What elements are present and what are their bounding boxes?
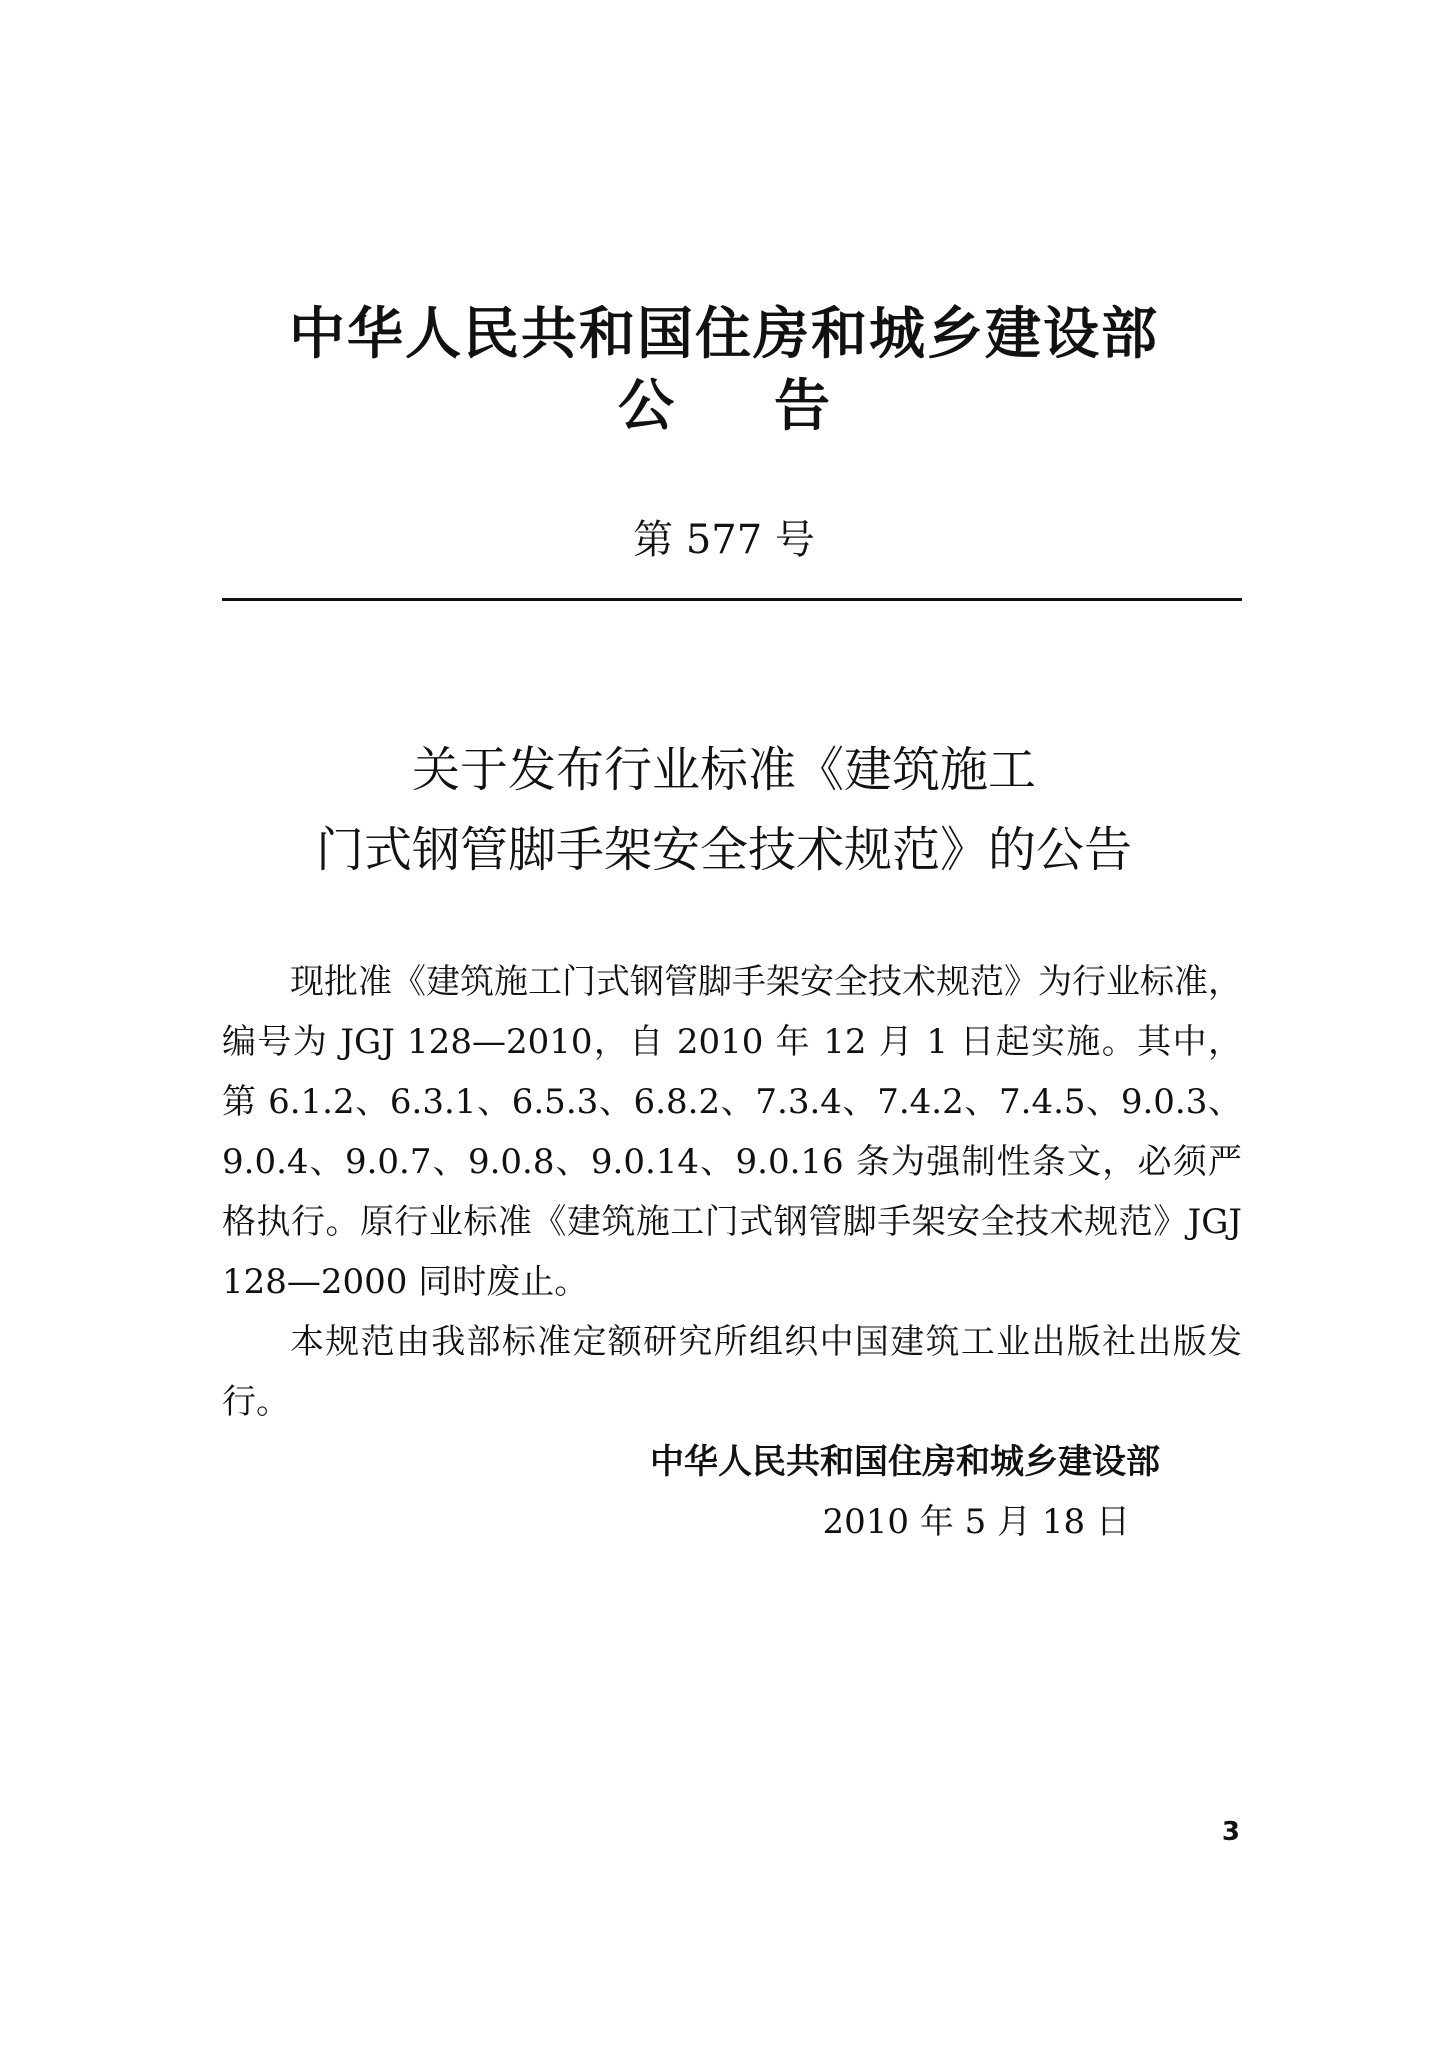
issue-date: 2010 年 5 月 18 日 bbox=[822, 1502, 1130, 1542]
subject-line-1: 关于发布行业标准《建筑施工 bbox=[411, 742, 1036, 798]
page-number: 3 bbox=[1221, 1817, 1240, 1847]
notice-heading: 公告 bbox=[618, 374, 930, 439]
notice-subject bbox=[0, 730, 1448, 890]
notice-number: 第 577 号 bbox=[633, 517, 815, 563]
body-paragraph-2: 本规范由我部标准定额研究所组织中国建筑工业出版社出版发行。 bbox=[222, 1322, 1242, 1422]
subject-line-2: 门式钢管脚手架安全技术规范》的公告 bbox=[315, 822, 1132, 878]
body-paragraph-1: 现批准《建筑施工门式钢管脚手架安全技术规范》为行业标准，编号为 JGJ 128—2010，自 2010 年 12 月 1 日起实施。其中，第 6.1.2、6.3.1、6.5.3、6.8.2、7.3.4、7.4.2、7.4.5、9.0.3、9.0.4、9.0.7、9.0.8、9.0.14、9.0.16 条为强制性条文，必须严格执行。原行业标准《建筑施工门式钢管脚手架安全技术规范》JGJ 128—2000 同时废止。 bbox=[222, 962, 1242, 1302]
issuer-signature: 中华人民共和国住房和城乡建设部 bbox=[650, 1442, 1160, 1482]
notice-body bbox=[222, 952, 1242, 1432]
ministry-title: 中华人民共和国住房和城乡建设部 bbox=[289, 302, 1159, 367]
header-divider bbox=[222, 598, 1242, 601]
